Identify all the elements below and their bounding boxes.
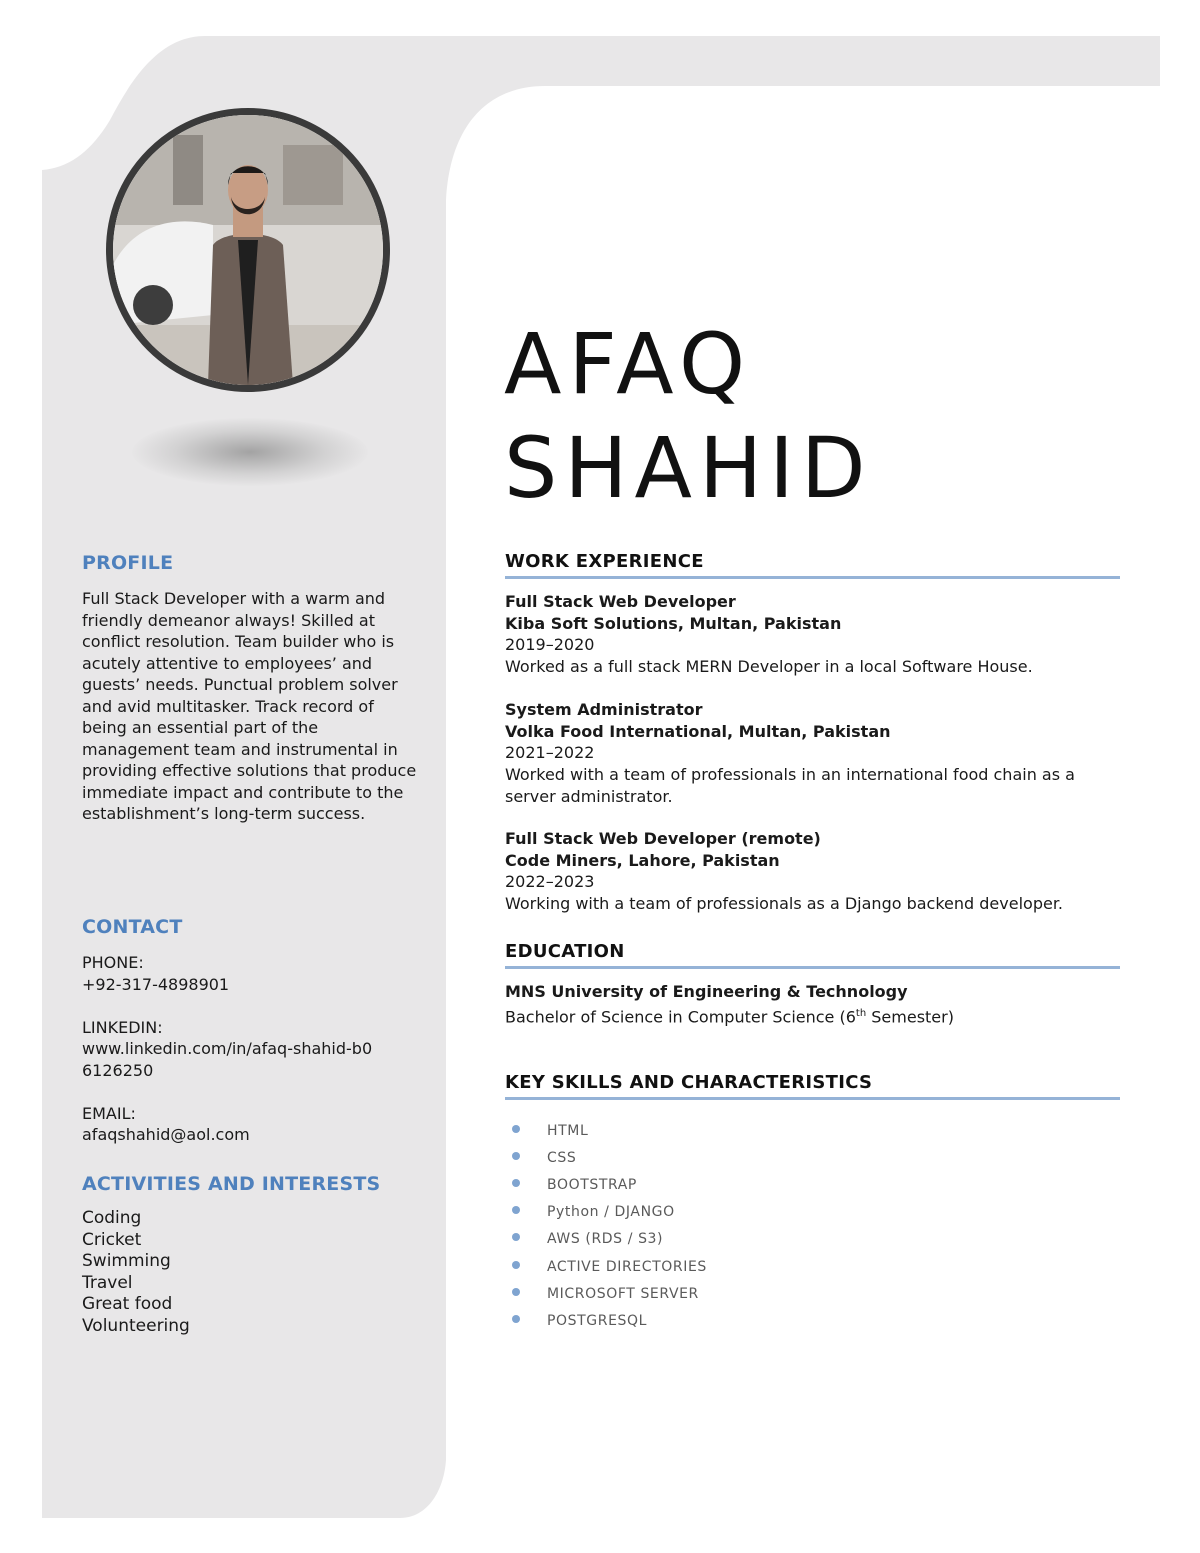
job-entry	[505, 828, 1120, 915]
job-title: Full Stack Web Developer (remote)	[505, 829, 821, 848]
bullet-icon	[512, 1288, 520, 1296]
list-item: POSTGRESQL	[512, 1307, 707, 1334]
email-label: EMAIL:	[82, 1103, 136, 1123]
bullet-icon	[512, 1315, 520, 1323]
job-description: Working with a team of professionals as a Django backend developer.	[505, 894, 1064, 914]
candidate-name	[504, 312, 873, 520]
interests-list	[82, 1208, 190, 1338]
list-item: CSS	[512, 1144, 707, 1171]
bullet-icon	[512, 1206, 520, 1214]
phone-label: PHONE:	[82, 953, 144, 972]
bullet-icon	[512, 1261, 520, 1269]
job-years: 2019–2020	[505, 635, 595, 655]
contact-heading: CONTACT	[82, 916, 183, 938]
list-item: Python / DJANGO	[512, 1199, 707, 1226]
list-item: MICROSOFT SERVER	[512, 1280, 707, 1307]
last-name: SHAHID	[504, 419, 873, 517]
bullet-icon	[512, 1179, 520, 1187]
job-company: Kiba Soft Solutions, Multan, Pakistan	[505, 613, 842, 633]
list-item: Travel	[82, 1272, 133, 1293]
interests-heading: ACTIVITIES AND INTERESTS	[82, 1173, 381, 1195]
job-entry	[505, 699, 1120, 808]
list-item: Swimming	[82, 1251, 171, 1272]
job-title: System Administrator	[505, 700, 703, 719]
job-company: Code Miners, Lahore, Pakistan	[505, 850, 780, 870]
job-title: Full Stack Web Developer	[505, 592, 736, 611]
contact-block	[82, 952, 422, 1146]
linkedin-link[interactable]: www.linkedin.com/in/afaq-shahid-b06126250	[82, 1039, 373, 1080]
job-description: Worked as a full stack MERN Developer in a local Software House.	[505, 657, 1033, 677]
list-item: BOOTSTRAP	[512, 1171, 707, 1198]
work-heading: WORK EXPERIENCE	[505, 551, 1120, 579]
job-years: 2021–2022	[505, 743, 595, 763]
photo-shadow	[132, 418, 368, 486]
school-name: MNS University of Engineering & Technology	[505, 982, 908, 1001]
phone-value: +92-317-4898901	[82, 974, 230, 994]
profile-photo	[106, 108, 390, 392]
profile-heading: PROFILE	[82, 552, 174, 574]
email-link[interactable]: afaqshahid@aol.com	[82, 1125, 250, 1144]
list-item: ACTIVE DIRECTORIES	[512, 1253, 707, 1280]
linkedin-label: LINKEDIN:	[82, 1017, 163, 1037]
list-item: HTML	[512, 1117, 707, 1144]
job-years: 2022–2023	[505, 872, 595, 892]
bullet-icon	[512, 1233, 520, 1241]
skills-heading: KEY SKILLS AND CHARACTERISTICS	[505, 1072, 1120, 1100]
list-item: Great food	[82, 1294, 173, 1315]
bullet-icon	[512, 1125, 520, 1133]
list-item: Volunteering	[82, 1315, 190, 1336]
list-item: Coding	[82, 1208, 142, 1228]
job-company: Volka Food International, Multan, Pakistan	[505, 721, 891, 741]
degree: Bachelor of Science in Computer Science (6th Semester)	[505, 1007, 954, 1027]
skills-list	[512, 1117, 707, 1335]
job-description: Worked with a team of professionals in an international food chain as a server administrator.	[505, 765, 1075, 806]
profile-text: Full Stack Developer with a warm and friendly demeanor always! Skilled at conflict resolution. Team builder who is acutely attentive to employees’ and guests’ needs. Punctual problem solver and avid multitasker. Track record of being an essential part of the management team and instrumental in providing effective solutions that produce immediate impact and contribute to the establishment’s long-term success.	[82, 589, 417, 823]
list-item: Cricket	[82, 1229, 142, 1250]
education-entry	[505, 981, 1120, 1028]
bullet-icon	[512, 1152, 520, 1160]
job-entry	[505, 591, 1120, 678]
education-heading: EDUCATION	[505, 941, 1120, 969]
list-item: AWS (RDS / S3)	[512, 1226, 707, 1253]
first-name: AFAQ	[504, 315, 753, 413]
